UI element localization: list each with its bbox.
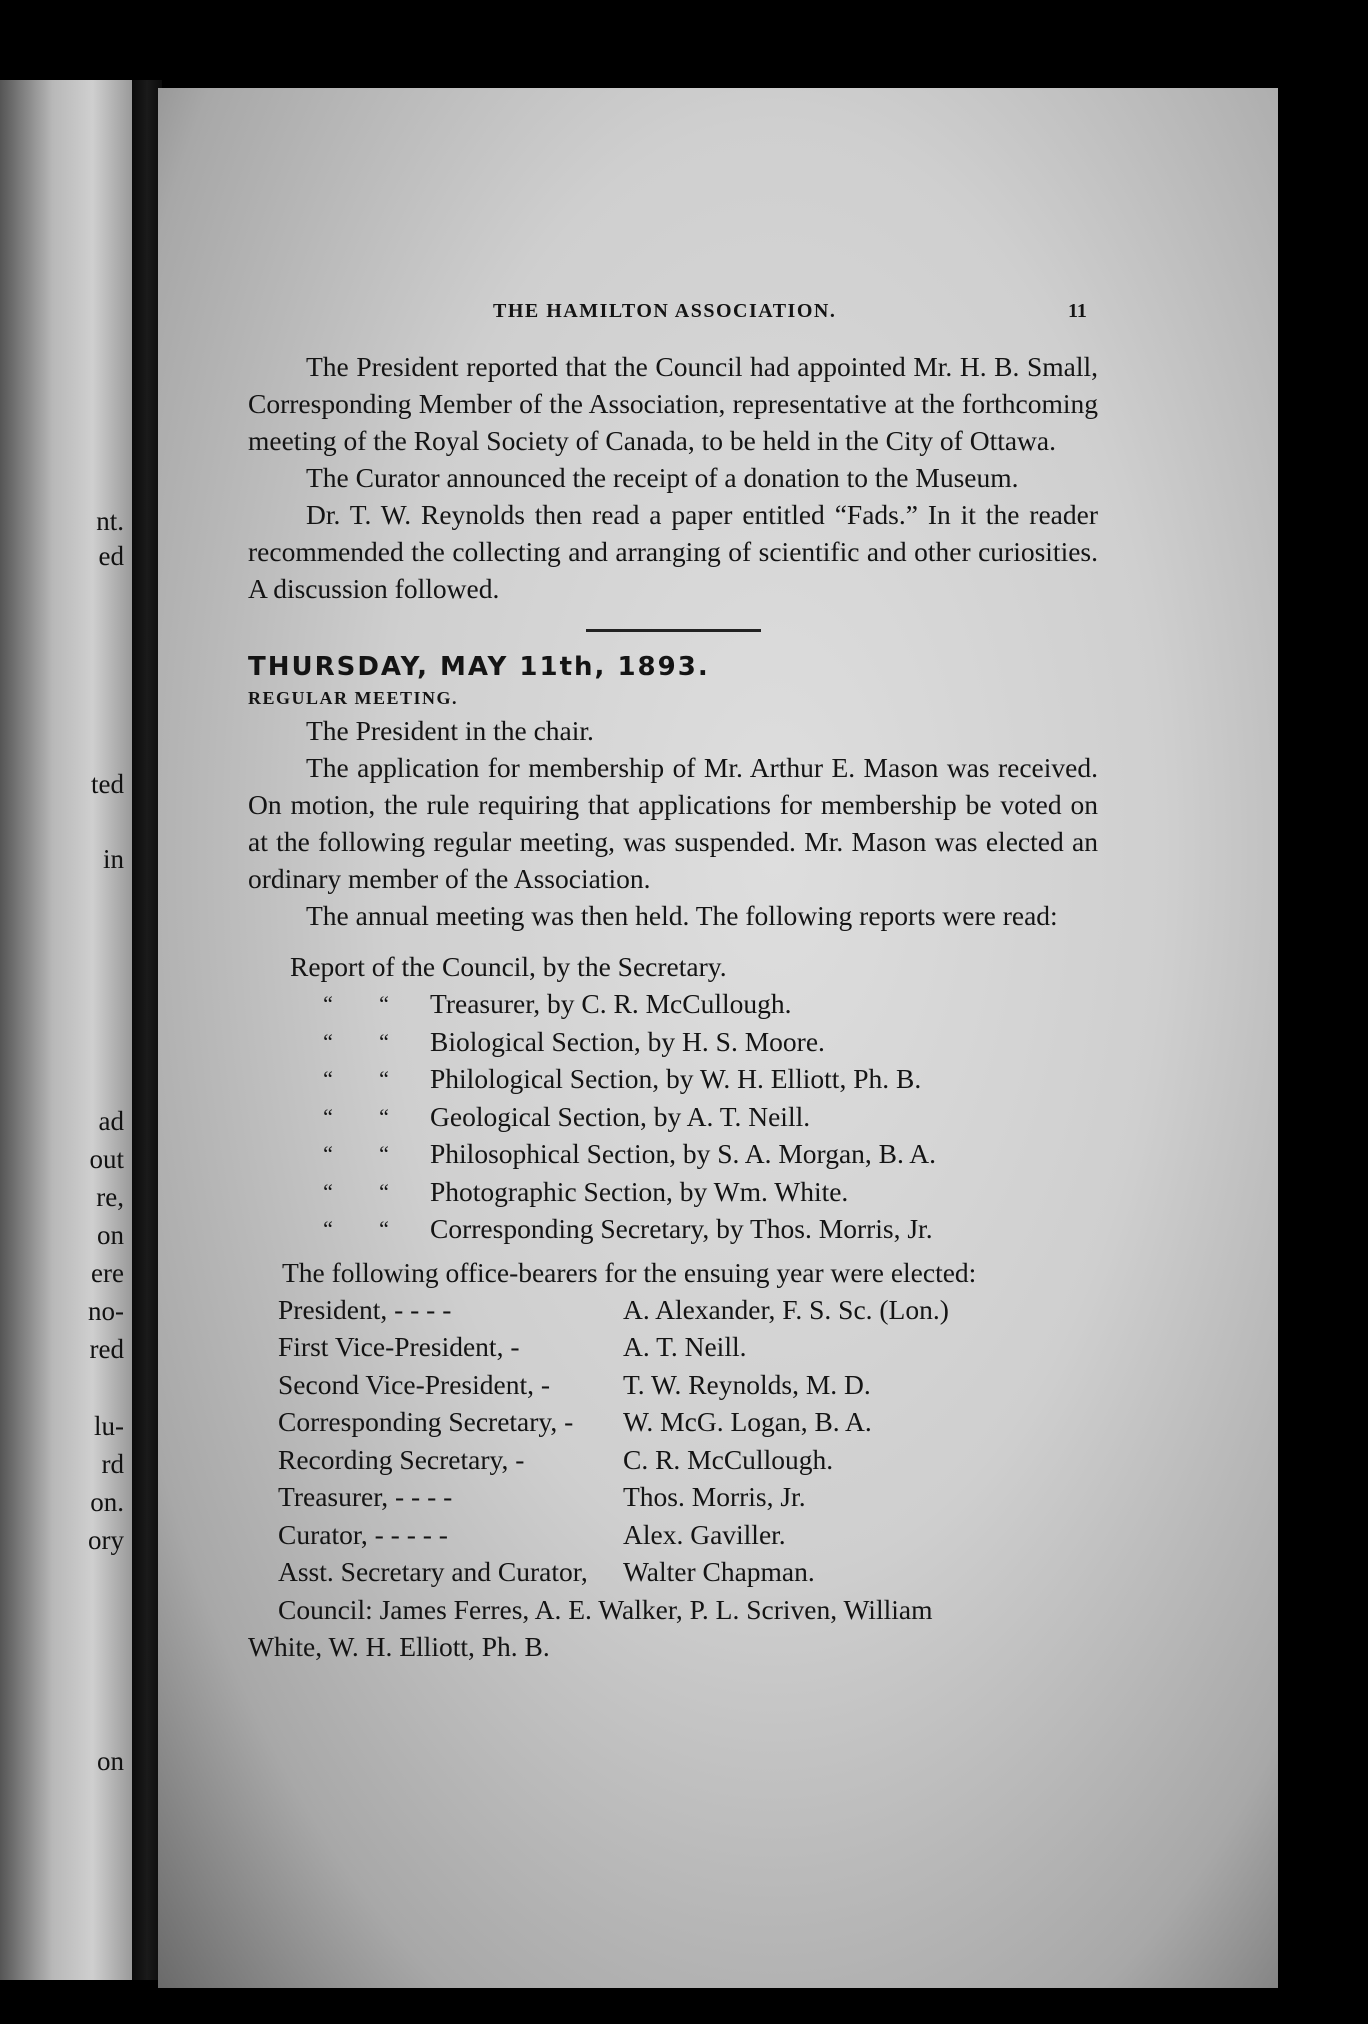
ditto-mark: “ [379,1141,389,1166]
left-fragment: ed [98,541,124,571]
report-text: Geological Section, by A. T. Neill. [430,1100,811,1132]
ditto-mark: “ [379,1028,389,1054]
ditto-mark: “ [323,991,333,1016]
officer-name: T. W. Reynolds, M. D. [623,1368,871,1400]
officer-role: Curator, - - - - - [278,1518,448,1550]
officer-role: Asst. Secretary and Curator, [278,1556,588,1587]
report-item [248,1023,1098,1061]
report-text: Biological Section, by H. S. Moore. [430,1025,825,1057]
officer-role: Second Vice-President, - [278,1368,551,1400]
council-list: Council: James Ferres, A. E. Walker, P. L. Scriven, William [278,1593,933,1625]
page-content [248,348,1098,1665]
ditto-mark: “ [323,1028,333,1054]
officer-name: Thos. Morris, Jr. [623,1481,806,1512]
report-item [248,1135,1098,1173]
officer-name: Alex. Gaviller. [623,1518,786,1550]
officer-name: W. McG. Logan, B. A. [623,1406,872,1437]
ditto-mark: “ [323,1103,333,1129]
left-fragment: ad [98,1106,124,1136]
meeting-sub-heading: REGULAR MEETING. [248,688,459,708]
left-fragment: ted [91,769,124,799]
left-fragment: on [97,1220,124,1250]
paragraph: Dr. T. W. Reynolds then read a paper entitled “Fads.” In it the reader recommended the collecting and arranging of scientific and other curiosities. A discussion followed. [248,499,1098,604]
reports-list [248,948,1098,1248]
ditto-mark: “ [379,1103,389,1129]
meeting-date-heading: THURSDAY, MAY 11th, 1893. [248,652,710,682]
book-page [158,88,1278,1988]
report-item [248,985,1098,1023]
paragraph: The President reported that the Council had appointed Mr. H. B. Small, Corresponding Member of the Association, representative at the forthcoming meeting of the Royal Society of Canada, to be held in the City of Ottawa. [248,351,1098,456]
left-fragment: on [97,1746,124,1776]
officer-role: Treasurer, - - - - [278,1481,453,1512]
report-item [248,1173,1098,1211]
officers-intro: The following office-bearers for the ensuing year were elected: [282,1256,977,1288]
ditto-mark: “ [323,1141,333,1166]
paragraph: The annual meeting was then held. The following reports were read: [306,900,1058,931]
report-item: Report of the Council, by the Secretary. [290,951,727,982]
report-text: Photographic Section, by Wm. White. [430,1175,849,1207]
officer-row [248,1328,1098,1366]
ditto-mark: “ [379,1216,389,1241]
ditto-mark: “ [379,991,389,1016]
ditto-mark: “ [379,1066,389,1091]
report-item [248,1210,1098,1248]
left-fragment: no- [88,1296,124,1326]
report-text: Philological Section, by W. H. Elliott, Ph. B. [430,1063,922,1094]
officer-role: Corresponding Secretary, - [278,1406,574,1437]
officer-row [248,1291,1098,1329]
officer-row [248,1478,1098,1516]
officer-row [248,1366,1098,1404]
officer-row [248,1553,1098,1591]
report-item [248,1060,1098,1098]
officer-role: First Vice-President, - [278,1331,520,1362]
running-title: THE HAMILTON ASSOCIATION. [493,300,837,322]
left-fragment: ory [88,1525,124,1555]
report-item [248,1098,1098,1136]
left-fragment: re, [96,1182,124,1212]
left-fragment: out [89,1144,124,1174]
officer-name: A. Alexander, F. S. Sc. (Lon.) [623,1293,949,1325]
left-fragment: ere [91,1258,124,1288]
left-fragment: on. [90,1487,124,1517]
paragraph: The Curator announced the receipt of a donation to the Museum. [306,462,1019,493]
officer-role: President, - - - - [278,1293,452,1325]
ditto-mark: “ [323,1216,333,1241]
left-fragment: lu- [94,1411,124,1441]
ditto-mark: “ [379,1178,389,1204]
council-list-continued: White, W. H. Elliott, Ph. B. [248,1630,550,1662]
officer-name: C. R. McCullough. [623,1443,834,1475]
officer-row [248,1516,1098,1554]
paragraph: The President in the chair. [306,715,594,746]
officer-name: Walter Chapman. [623,1556,815,1587]
page-number: 11 [1068,300,1087,322]
left-fragment: rd [101,1449,124,1479]
officer-role: Recording Secretary, - [278,1443,525,1475]
left-fragment: nt. [96,506,124,536]
previous-page-edge [0,80,132,1980]
paragraph: The application for membership of Mr. Arthur E. Mason was received. On motion, the rule requiring that applications for membership be voted on at the following regular meeting, was suspended. Mr. Mason was elected an ordinary member of the Association. [248,752,1098,894]
ditto-mark: “ [323,1178,333,1204]
left-fragment: red [89,1334,124,1364]
report-text: Corresponding Secretary, by Thos. Morris, Jr. [430,1213,933,1244]
report-text: Philosophical Section, by S. A. Morgan, B. A. [430,1138,936,1169]
officer-name: A. T. Neill. [623,1331,747,1362]
ditto-mark: “ [323,1066,333,1091]
section-rule [586,629,761,632]
officer-row [248,1441,1098,1479]
report-text: Treasurer, by C. R. McCullough. [430,988,792,1019]
running-head [158,300,1278,340]
officer-row [248,1403,1098,1441]
left-fragment: in [102,844,124,874]
